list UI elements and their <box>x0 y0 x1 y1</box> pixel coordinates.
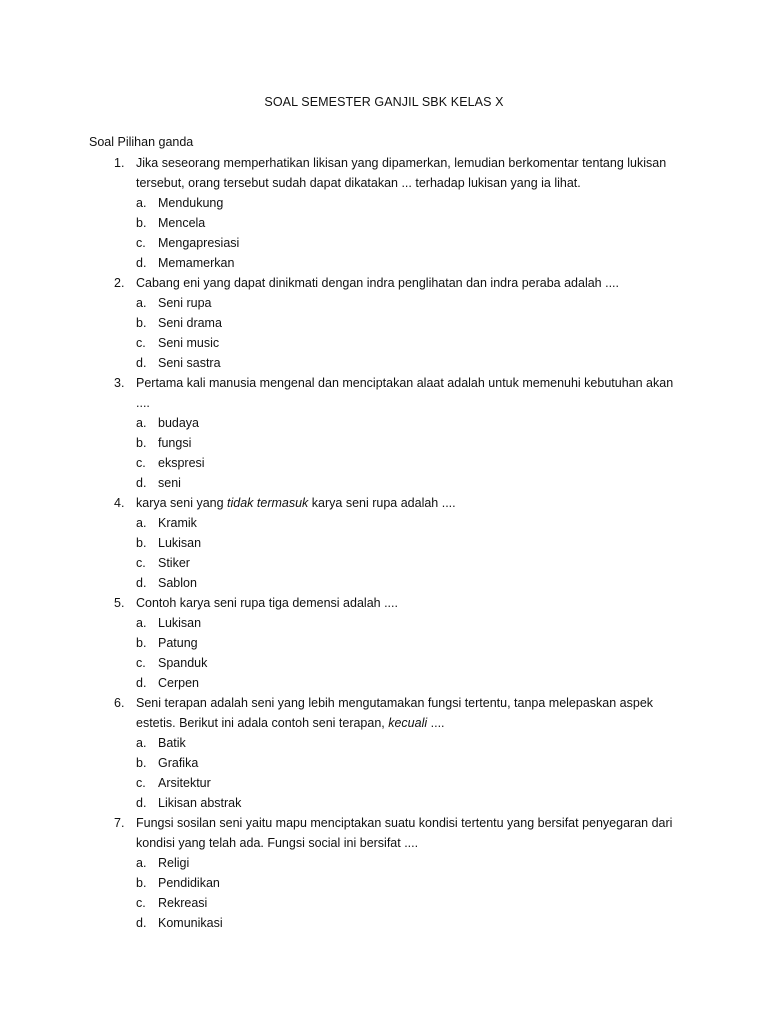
question-text: Cabang eni yang dapat dinikmati dengan indra penglihatan dan indra peraba adalah .... <box>136 276 620 290</box>
question-number: 6. <box>114 696 125 710</box>
document-title: SOAL SEMESTER GANJIL SBK KELAS X <box>264 95 504 109</box>
option-text: Lukisan <box>158 536 202 550</box>
option-letter: c. <box>136 776 146 790</box>
option-text: fungsi <box>158 436 192 450</box>
section-heading: Soal Pilihan ganda <box>89 135 194 149</box>
question-number: 1. <box>114 156 125 170</box>
option-letter: a. <box>136 856 147 870</box>
option-a <box>0 293 768 313</box>
option-d <box>0 793 768 813</box>
option-text: Mendukung <box>158 196 224 210</box>
option-letter: c. <box>136 656 146 670</box>
option-text: Grafika <box>158 756 199 770</box>
option-letter: c. <box>136 456 146 470</box>
option-letter: b. <box>136 636 147 650</box>
question-text <box>136 693 681 733</box>
option-text: ekspresi <box>158 456 205 470</box>
option-b <box>0 753 768 773</box>
question-number: 2. <box>114 276 125 290</box>
option-d <box>0 473 768 493</box>
question-6 <box>0 693 768 813</box>
question-list <box>0 153 768 933</box>
option-letter: a. <box>136 736 147 750</box>
option-letter: c. <box>136 336 146 350</box>
option-letter: b. <box>136 876 147 890</box>
question-5 <box>0 593 768 693</box>
option-text: Mencela <box>158 216 206 230</box>
option-letter: b. <box>136 756 147 770</box>
option-text: Seni music <box>158 336 220 350</box>
option-list <box>0 293 768 373</box>
option-b <box>0 633 768 653</box>
option-text: Mengapresiasi <box>158 236 240 250</box>
option-text: Stiker <box>158 556 190 570</box>
option-d <box>0 673 768 693</box>
option-list <box>0 513 768 593</box>
option-list <box>0 733 768 813</box>
option-letter: a. <box>136 196 147 210</box>
option-text: Rekreasi <box>158 896 208 910</box>
option-text: Arsitektur <box>158 776 211 790</box>
question-text-end: karya seni rupa adalah .... <box>308 496 456 510</box>
option-c <box>0 333 768 353</box>
option-letter: d. <box>136 796 147 810</box>
question-number: 4. <box>114 496 125 510</box>
question-number: 3. <box>114 376 125 390</box>
option-d <box>0 913 768 933</box>
option-d <box>0 573 768 593</box>
option-text: Cerpen <box>158 676 199 690</box>
option-b <box>0 873 768 893</box>
question-text-start: karya seni yang <box>136 496 228 510</box>
option-text: Pendidikan <box>158 876 220 890</box>
option-d <box>0 353 768 373</box>
option-letter: c. <box>136 556 146 570</box>
option-letter: a. <box>136 516 147 530</box>
option-text: Religi <box>158 856 190 870</box>
question-1 <box>0 153 768 273</box>
option-d <box>0 253 768 273</box>
option-letter: c. <box>136 236 146 250</box>
option-a <box>0 853 768 873</box>
option-c <box>0 233 768 253</box>
option-b <box>0 533 768 553</box>
option-text: Spanduk <box>158 656 208 670</box>
option-letter: d. <box>136 356 147 370</box>
option-b <box>0 213 768 233</box>
option-b <box>0 433 768 453</box>
option-a <box>0 513 768 533</box>
option-letter: a. <box>136 416 147 430</box>
option-text: Seni rupa <box>158 296 212 310</box>
option-letter: c. <box>136 896 146 910</box>
option-c <box>0 553 768 573</box>
option-a <box>0 733 768 753</box>
question-text-end: .... <box>427 716 445 730</box>
option-c <box>0 893 768 913</box>
option-text: budaya <box>158 416 200 430</box>
option-a <box>0 613 768 633</box>
option-text: Seni sastra <box>158 356 221 370</box>
option-a <box>0 193 768 213</box>
option-letter: d. <box>136 476 147 490</box>
option-text: Lukisan <box>158 616 202 630</box>
option-letter: d. <box>136 576 147 590</box>
option-b <box>0 313 768 333</box>
option-text: Batik <box>158 736 186 750</box>
option-list <box>0 413 768 493</box>
option-text: Sablon <box>158 576 197 590</box>
option-text: Patung <box>158 636 198 650</box>
question-2 <box>0 273 768 373</box>
option-letter: d. <box>136 256 147 270</box>
question-text <box>136 493 681 513</box>
option-text: Kramik <box>158 516 197 530</box>
option-letter: d. <box>136 916 147 930</box>
option-letter: d. <box>136 676 147 690</box>
option-list <box>0 193 768 273</box>
option-letter: a. <box>136 616 147 630</box>
option-text: seni <box>158 476 181 490</box>
question-text-emphasis: kecuali <box>388 716 428 730</box>
option-letter: b. <box>136 536 147 550</box>
option-text: Likisan abstrak <box>158 796 242 810</box>
option-letter: b. <box>136 436 147 450</box>
option-c <box>0 773 768 793</box>
question-7 <box>0 813 768 933</box>
question-text: Pertama kali manusia mengenal dan menciptakan alaat adalah untuk memenuhi kebutuhan akan .... <box>136 376 674 410</box>
question-text-emphasis: tidak termasuk <box>227 496 309 510</box>
option-letter: b. <box>136 216 147 230</box>
question-3 <box>0 373 768 493</box>
question-number: 5. <box>114 596 125 610</box>
option-letter: b. <box>136 316 147 330</box>
question-text: Jika seseorang memperhatikan likisan yang dipamerkan, lemudian berkomentar tentang lukisan tersebut, orang tersebut sudah dapat dikatakan ... terhadap lukisan yang ia lihat. <box>136 156 667 190</box>
question-text-start: Seni terapan adalah seni yang lebih mengutamakan fungsi tertentu, tanpa melepaskan aspek estetis. Berikut ini adala contoh seni terapan, <box>136 696 654 730</box>
option-c <box>0 453 768 473</box>
option-c <box>0 653 768 673</box>
option-text: Memamerkan <box>158 256 235 270</box>
question-4 <box>0 493 768 593</box>
option-a <box>0 413 768 433</box>
question-text: Fungsi sosilan seni yaitu mapu menciptakan suatu kondisi tertentu yang bersifat penyegaran dari kondisi yang telah ada. Fungsi social ini bersifat .... <box>136 816 673 850</box>
option-list <box>0 853 768 933</box>
question-number: 7. <box>114 816 125 830</box>
question-text: Contoh karya seni rupa tiga demensi adalah .... <box>136 596 398 610</box>
option-text: Seni drama <box>158 316 222 330</box>
option-text: Komunikasi <box>158 916 223 930</box>
option-letter: a. <box>136 296 147 310</box>
option-list <box>0 613 768 693</box>
